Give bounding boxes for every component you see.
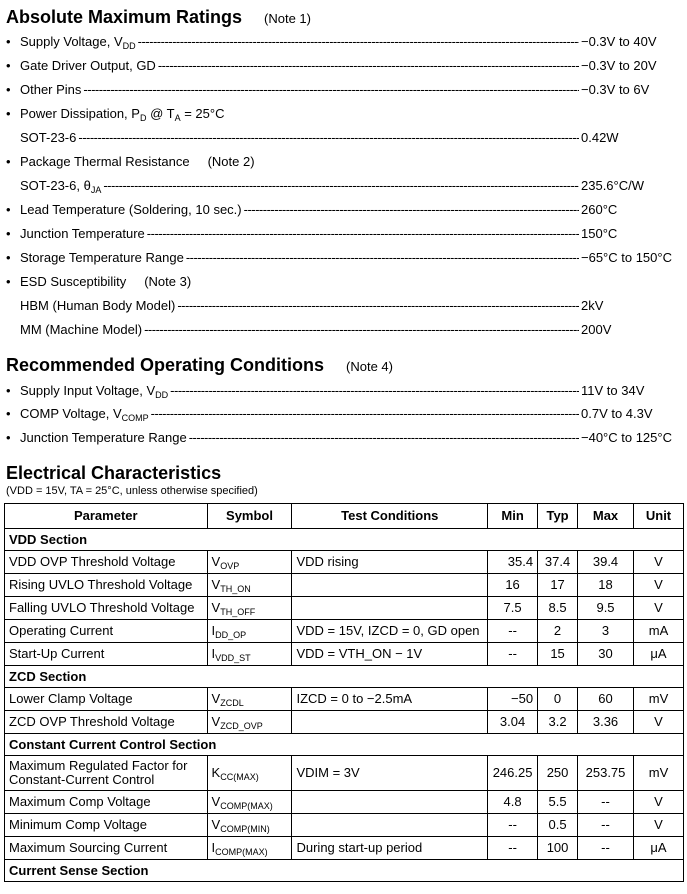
table-row: Falling UVLO Threshold Voltage $V_{TH\_OFF}$ 7.5 8.5 9.5 V	[5, 597, 684, 620]
ec-conditions: (VDD = 15V, TA = 25°C, unless otherwise specified)	[6, 485, 258, 497]
table-row: Maximum Comp Voltage $V_{COMP(MAX)}$ 4.8 5.5 -- V	[5, 791, 684, 814]
table-row: Rising UVLO Threshold Voltage $V_{TH\_ON}$ 16 17 18 V	[5, 574, 684, 597]
section-row: ZCD Section	[5, 666, 684, 688]
amr-title: Absolute Maximum Ratings (Note 1)	[6, 7, 311, 27]
col-header: Typ	[538, 504, 578, 529]
amr-item: • Power Dissipation, $P_D$ @ $T_A = 25^\circ C$	[6, 106, 225, 123]
ec-title: Electrical Characteristics	[6, 463, 222, 483]
col-header: Unit	[634, 504, 684, 529]
bullet-icon: •	[6, 58, 11, 73]
bullet-icon: •	[6, 406, 11, 421]
amr-item: • Lead Temperature (Soldering, 10 sec.) ----- 260°C	[6, 202, 679, 220]
amr-subitem: SOT-23-6, $\theta_{JA}$ ----- 235.6°C/W	[20, 178, 679, 196]
section-row: Constant Current Control Section	[5, 734, 684, 756]
bullet-icon: •	[6, 274, 11, 289]
amr-subitem: MM (Machine Model) ----- 200V	[20, 322, 679, 340]
amr-item: • Gate Driver Output, GD ----- −0.3V to 20V	[6, 58, 679, 76]
bullet-icon: •	[6, 34, 11, 49]
col-header: Parameter	[5, 504, 208, 529]
bullet-icon: •	[6, 106, 11, 121]
bullet-icon: •	[6, 154, 11, 169]
bullet-icon: •	[6, 226, 11, 241]
section-row: Current Sense Section	[5, 860, 684, 882]
amr-subitem: SOT-23-6 ----- 0.42W	[20, 130, 679, 148]
col-header: Min	[488, 504, 538, 529]
col-header: Max	[578, 504, 634, 529]
amr-item: • Package Thermal Resistance (Note 2)	[6, 154, 255, 169]
roc-title: Recommended Operating Conditions (Note 4)	[6, 355, 393, 375]
table-row: Operating Current $I_{DD\_OP}$ VDD = 15V, IZCD = 0, GD open -- 2 3 mA	[5, 620, 684, 643]
table-header-row	[5, 504, 684, 529]
roc-item: • Supply Input Voltage, $V_{DD}$ ----- 11V to 34V	[6, 383, 679, 401]
amr-subitem: HBM (Human Body Model) ----- 2kV	[20, 298, 679, 316]
amr-item: • Storage Temperature Range ----- −65°C to 150°C	[6, 250, 679, 268]
amr-item: • Supply Voltage, $V_{DD}$ ----- −0.3V to 40V	[6, 34, 679, 52]
table-row: ZCD OVP Threshold Voltage $V_{ZCD\_OVP}$ 3.04 3.2 3.36 V	[5, 711, 684, 734]
roc-item: • COMP Voltage, $V_{COMP}$ ----- 0.7V to 4.3V	[6, 406, 679, 424]
amr-item: • Other Pins ----- −0.3V to 6V	[6, 82, 679, 100]
table-row: VDD OVP Threshold Voltage $V_{OVP}$ VDD rising 35.4 37.4 39.4 V	[5, 551, 684, 574]
roc-note: (Note 4)	[346, 359, 393, 374]
amr-item: • ESD Susceptibility (Note 3)	[6, 274, 192, 289]
amr-item: • Junction Temperature ----- 150°C	[6, 226, 679, 244]
amr-note: (Note 1)	[264, 11, 311, 26]
col-header: Symbol	[207, 504, 292, 529]
ec-table	[4, 503, 684, 882]
table-row: Start-Up Current $I_{VDD\_ST}$ VDD = VTH_ON − 1V -- 15 30 μA	[5, 643, 684, 666]
bullet-icon: •	[6, 250, 11, 265]
table-row: Maximum Sourcing Current $I_{COMP(MAX)}$ During start-up period -- 100 -- μA	[5, 837, 684, 860]
bullet-icon: •	[6, 383, 11, 398]
bullet-icon: •	[6, 82, 11, 97]
table-row: Maximum Regulated Factor for Constant-Current Control $K_{CC(MAX)}$ VDIM = 3V 246.25 250 253.75 mV	[5, 756, 684, 791]
bullet-icon: •	[6, 430, 11, 445]
bullet-icon: •	[6, 202, 11, 217]
col-header: Test Conditions	[292, 504, 488, 529]
roc-item: • Junction Temperature Range ----- −40°C to 125°C	[6, 430, 679, 448]
table-row: Lower Clamp Voltage $V_{ZCDL}$ IZCD = 0 to −2.5mA −50 0 60 mV	[5, 688, 684, 711]
section-row: VDD Section	[5, 529, 684, 551]
table-row: Minimum Comp Voltage $V_{COMP(MIN)}$ -- 0.5 -- V	[5, 814, 684, 837]
